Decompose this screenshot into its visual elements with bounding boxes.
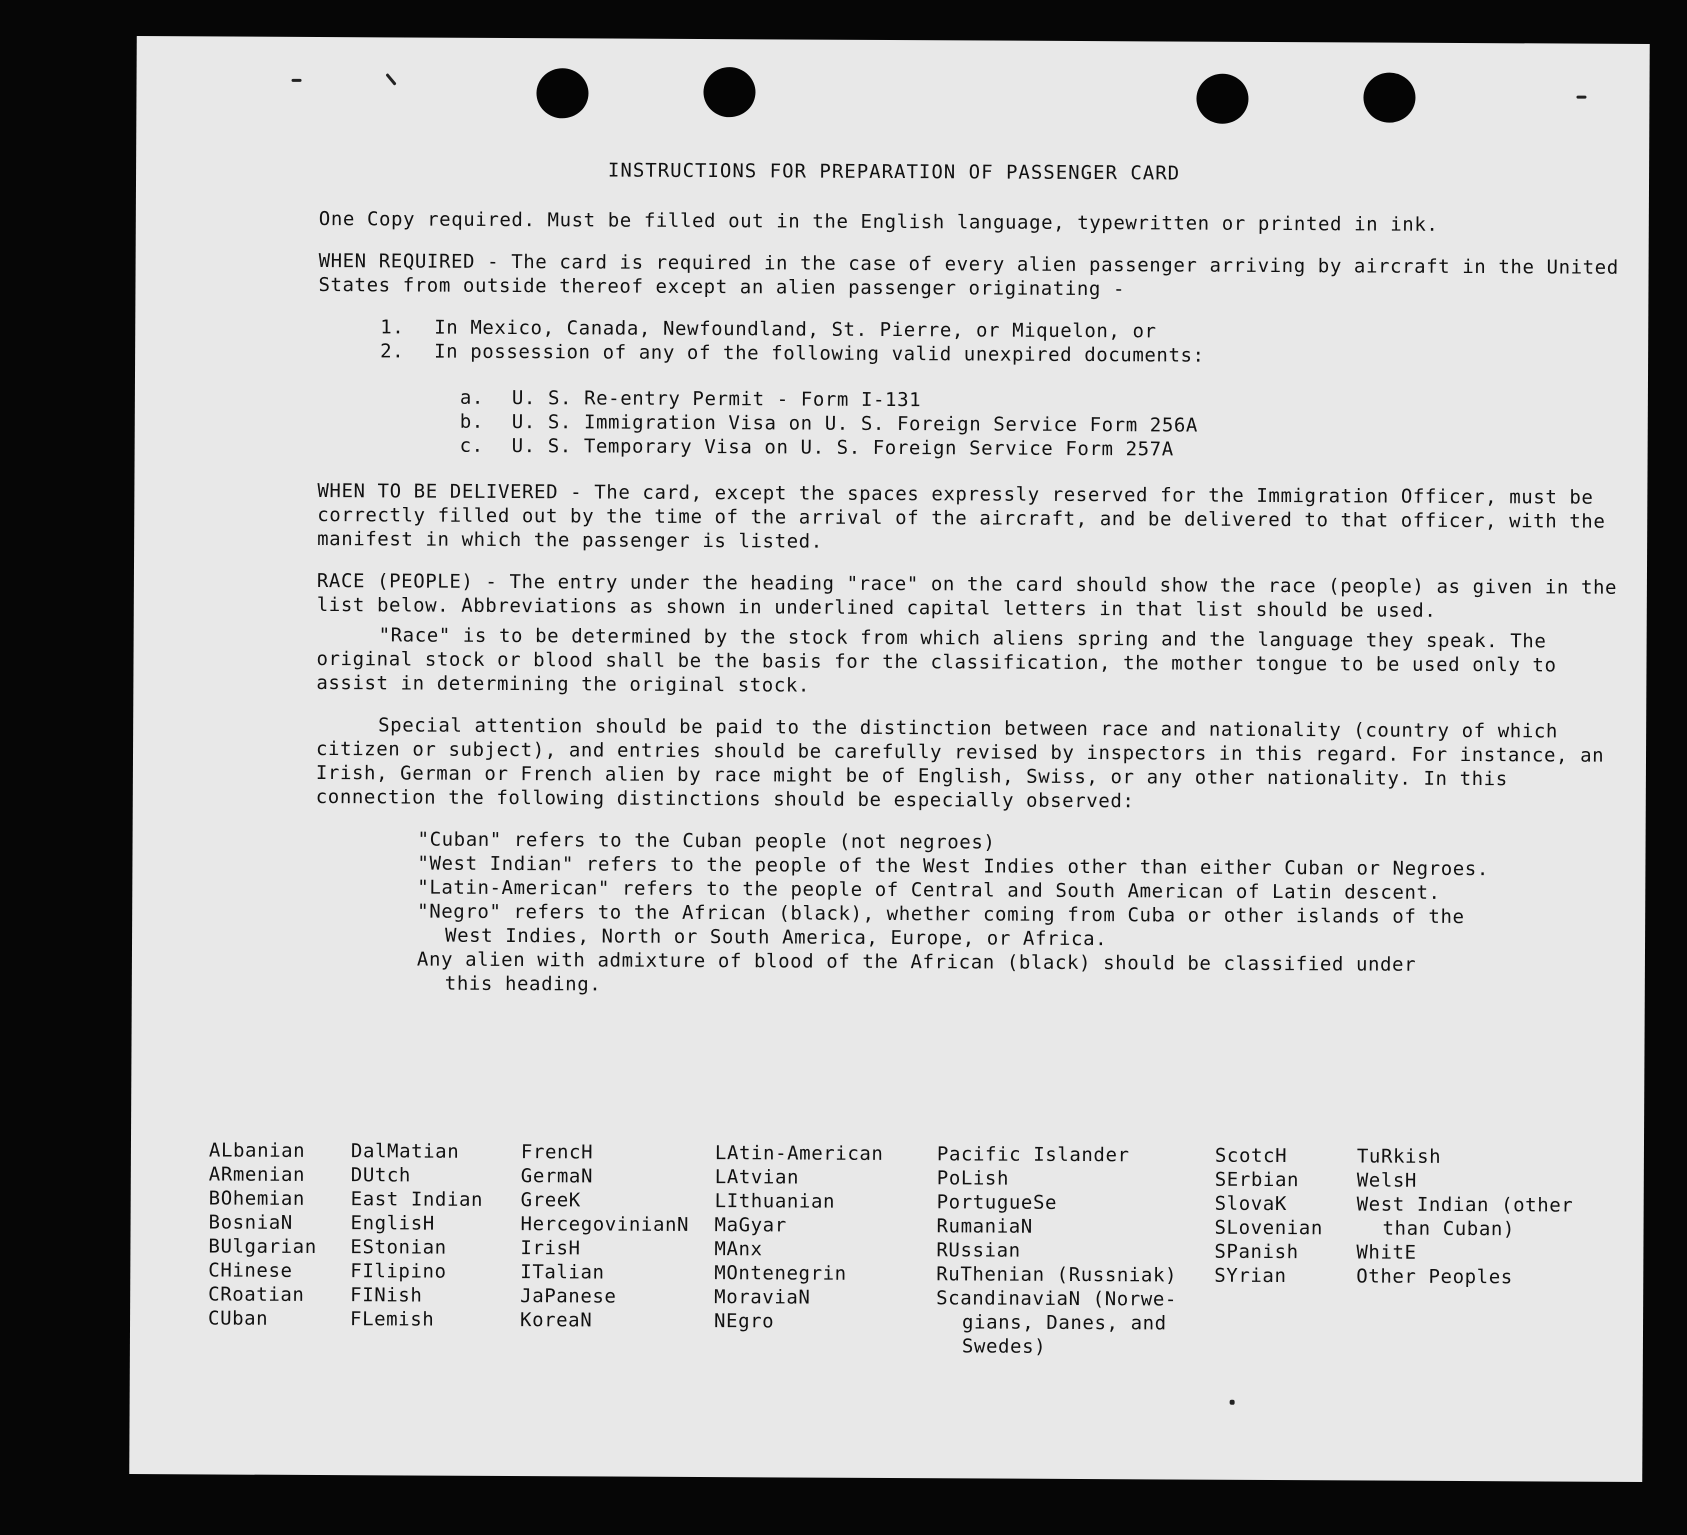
admixture-note-continued: this heading. [444, 972, 602, 996]
page-title: INSTRUCTIONS FOR PREPARATION OF PASSENGER CARD [607, 159, 1181, 185]
speck [292, 79, 302, 82]
race-column-4 [714, 1141, 884, 1334]
race-item-continued: gians, Danes, and [961, 1311, 1167, 1335]
race-item: CRoatian [208, 1283, 305, 1306]
punch-hole [1363, 72, 1415, 122]
race-item: TuRkish [1356, 1145, 1442, 1168]
item-text: In Mexico, Canada, Newfoundland, St. Pierre, or Miquelon, or [434, 316, 1157, 343]
west-indian-distinction: "West Indian" refers to the people of the West Indies other than either Cuban or Negroes. [417, 852, 1489, 881]
race-column-5 [936, 1142, 1178, 1359]
special-attention-paragraph: Special attention should be paid to the distinction between race and nationality (country of which citizen or subject), and entries should be carefully revised by inspectors in this regard. For instance, an Irish, German or French alien by race might be of English, Swiss, or any other nationality. In this connection the following distinctions should be especially observed: [315, 714, 1605, 813]
documents-list [460, 386, 1638, 464]
race-item: LIthuanian [714, 1190, 836, 1213]
race-item: SlovaK [1214, 1192, 1287, 1216]
race-item: FLemish [350, 1308, 435, 1331]
race-item: ScotcH [1214, 1144, 1288, 1168]
race-item: MoraviaN [714, 1286, 811, 1309]
item-text: In possession of any of the following valid unexpired documents: [434, 340, 1205, 367]
race-column-7 [1356, 1144, 1573, 1289]
race-item: PortugueSe [936, 1191, 1058, 1214]
race-item: SPanish [1214, 1240, 1299, 1264]
race-item: SLovenian [1214, 1216, 1323, 1240]
race-item: EnglisH [350, 1212, 435, 1235]
numbered-list [380, 315, 1638, 370]
race-column-2 [350, 1139, 483, 1332]
race-item: ITalian [520, 1261, 605, 1284]
race-definition-paragraph: "Race" is to be determined by the stock from which aliens spring and the language they speak. The original stock or blood shall be the basis for the classification, the mother tongue to be used only to assist in determining the original stock. [316, 624, 1557, 697]
speck [385, 73, 396, 86]
race-item: WhitE [1356, 1241, 1417, 1264]
race-item: KoreaN [519, 1309, 593, 1332]
item-letter: c. [459, 434, 484, 457]
race-item: BosniaN [208, 1211, 293, 1234]
race-item: IrisH [520, 1237, 581, 1260]
cuban-distinction: "Cuban" refers to the Cuban people (not negroes) [417, 828, 996, 854]
race-column-3 [520, 1140, 690, 1333]
race-item: CUban [208, 1307, 269, 1330]
item-letter: b. [459, 410, 484, 433]
race-item: ScandinaviaN (Norwe- [936, 1287, 1178, 1311]
race-item: RumaniaN [936, 1215, 1033, 1238]
race-item: Pacific Islander [936, 1143, 1130, 1167]
race-item: LAtvian [714, 1166, 800, 1189]
item-text: U. S. Immigration Visa on U. S. Foreign Service Form 256A [511, 411, 1199, 437]
race-item-continued: Swedes) [961, 1335, 1047, 1358]
race-item: MaGyar [714, 1214, 787, 1237]
speck [1230, 1400, 1235, 1405]
instructions-body [315, 157, 1639, 1022]
race-item: ARmenian [208, 1163, 306, 1186]
intro-paragraph: One Copy required. Must be filled out in the English language, typewritten or printed in ink. [318, 208, 1439, 236]
race-item: PoLish [936, 1167, 1010, 1190]
race-item: NEgro [713, 1310, 775, 1333]
race-item: MOntenegrin [714, 1262, 847, 1285]
item-text: U. S. Re-entry Permit - Form I-131 [511, 387, 922, 412]
race-item: SErbian [1214, 1168, 1300, 1192]
punch-hole [536, 68, 588, 118]
negro-distinction: "Negro" refers to the African (black), whether coming from Cuba or other islands of the [417, 900, 1465, 929]
item-letter: a. [459, 386, 485, 409]
document-page [129, 36, 1650, 1482]
race-item: DUtch [350, 1164, 412, 1187]
race-item: MAnx [714, 1238, 763, 1261]
race-item-continued: than Cuban) [1382, 1217, 1516, 1241]
race-item: FrencH [520, 1141, 594, 1164]
negro-distinction-continued: West Indies, North or South America, Europe, or Africa. [445, 924, 1108, 951]
race-item: EStonian [350, 1236, 447, 1259]
race-item: JaPanese [520, 1285, 617, 1308]
race-item: BOhemian [208, 1187, 306, 1210]
admixture-note: Any alien with admixture of blood of the African (black) should be classified under [416, 948, 1417, 976]
race-item: GermaN [520, 1165, 594, 1188]
race-item: FIlipino [350, 1260, 447, 1283]
when-required-paragraph: WHEN REQUIRED - The card is required in the case of every alien passenger arriving by aircraft in the United States from outside thereof except an alien passenger originating - [318, 250, 1619, 301]
race-item: SYrian [1214, 1264, 1287, 1288]
item-text: U. S. Temporary Visa on U. S. Foreign Service Form 257A [511, 435, 1174, 461]
item-number: 2. [380, 340, 405, 363]
race-list [208, 1138, 1649, 1358]
punch-hole [1196, 74, 1248, 124]
race-item: GreeK [520, 1189, 581, 1212]
latin-american-distinction: "Latin-American" refers to the people of Central and South American of Latin descent. [417, 876, 1441, 904]
race-people-paragraph: RACE (PEOPLE) - The entry under the heading "race" on the card should show the race (people) as given in the list below. Abbreviations as shown in underlined capital letters in that list should be used. [316, 569, 1618, 622]
race-item: ALbanian [208, 1139, 306, 1162]
distinctions-list [417, 828, 1636, 1002]
race-item: LAtin-American [714, 1142, 884, 1165]
race-item: HercegovinianN [520, 1213, 690, 1236]
punch-hole [703, 67, 755, 117]
race-item: East Indian [350, 1188, 484, 1211]
race-item: CHinese [208, 1259, 293, 1282]
race-item: BUlgarian [208, 1235, 317, 1259]
race-column-1 [208, 1138, 317, 1331]
race-item: WelsH [1356, 1169, 1418, 1192]
list-item [460, 434, 1638, 464]
race-item: West Indian (other [1356, 1193, 1574, 1217]
item-number: 1. [380, 316, 405, 339]
race-column-6 [1214, 1144, 1323, 1289]
speck [1576, 96, 1586, 99]
race-item: RUssian [936, 1239, 1021, 1262]
race-item: FINish [350, 1284, 423, 1307]
race-item: RuThenian (Russniak) [936, 1263, 1178, 1287]
when-delivered-paragraph: WHEN TO BE DELIVERED - The card, except the spaces expressly reserved for the Immigration Officer, must be correctly filled out by the time of the arrival of the aircraft, and be delivered to that officer, with the manifest in which the passenger is listed. [317, 480, 1606, 553]
race-item: DalMatian [350, 1140, 460, 1163]
race-item: Other Peoples [1356, 1265, 1513, 1289]
